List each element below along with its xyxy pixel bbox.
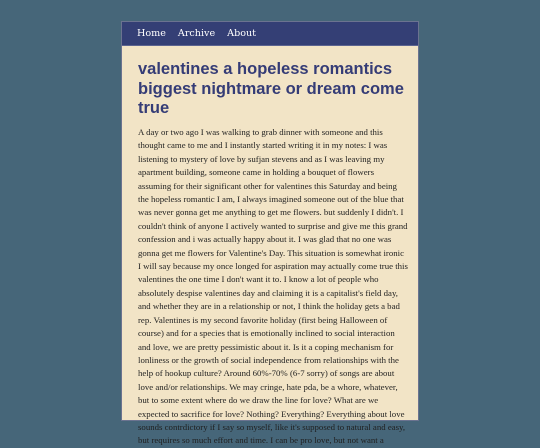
post-body: A day or two ago I was walking to grab dinner with someone and this thought came to me and I instantly started writing it in my notes: I was listening to mystery of love by sufjan stevens and as I was leaving my apartment building, someone came in holding a bouquet of flowers assuming for their significant other for valentines this Saturday and being the hopeless romantic I am, I always imagined someone out of the blue that was never gonna get me anything to get me flowers. but suddenly I didn't. I couldn't think of anyone I actively wanted to surprise and give me this grand confession and i was actually happy about it. I was glad that no one was gonna get me flowers for Valentine's Day. This situation is somewhat ironic I will say because my once longed for aspiration may actually come true this valentines the one time I don't want it to. I know a lot of people who absolutely despise valentines day and claiming it is a capitalist's field day, and whether they are in a relationship or not, I think the holiday gets a bad rep. Valentines is my second favorite holiday (first being Halloween of course) and for a species that is emotionally inclined to social interaction and love, we are pretty pessimistic about it. Is it a coping mechanism for lonliness or the growth of social independence from relationships with the help of hookup culture? Around 60%-70% (6-7 sorry) of songs are about love and/or relationships. We may cringe, hate pda, be a whore, whatever, but to some extent where do we draw the line for love? What are we expected to sacrifice for love? Nothing? Everything? Everything about love sounds contrdictory if I say so myself, like it's supposed to natural and easy, but requires so much effort and time. I can be pro love, but not want a: [138, 127, 408, 446]
top-nav: [122, 22, 418, 46]
post-title: valentines a hopeless romantics biggest nightmare or dream come true: [138, 60, 404, 117]
nav-link-about[interactable]: About: [227, 27, 257, 39]
nav-link-archive[interactable]: Archive: [177, 27, 216, 39]
nav-link-home[interactable]: Home: [137, 27, 166, 39]
page-container: [121, 21, 419, 446]
